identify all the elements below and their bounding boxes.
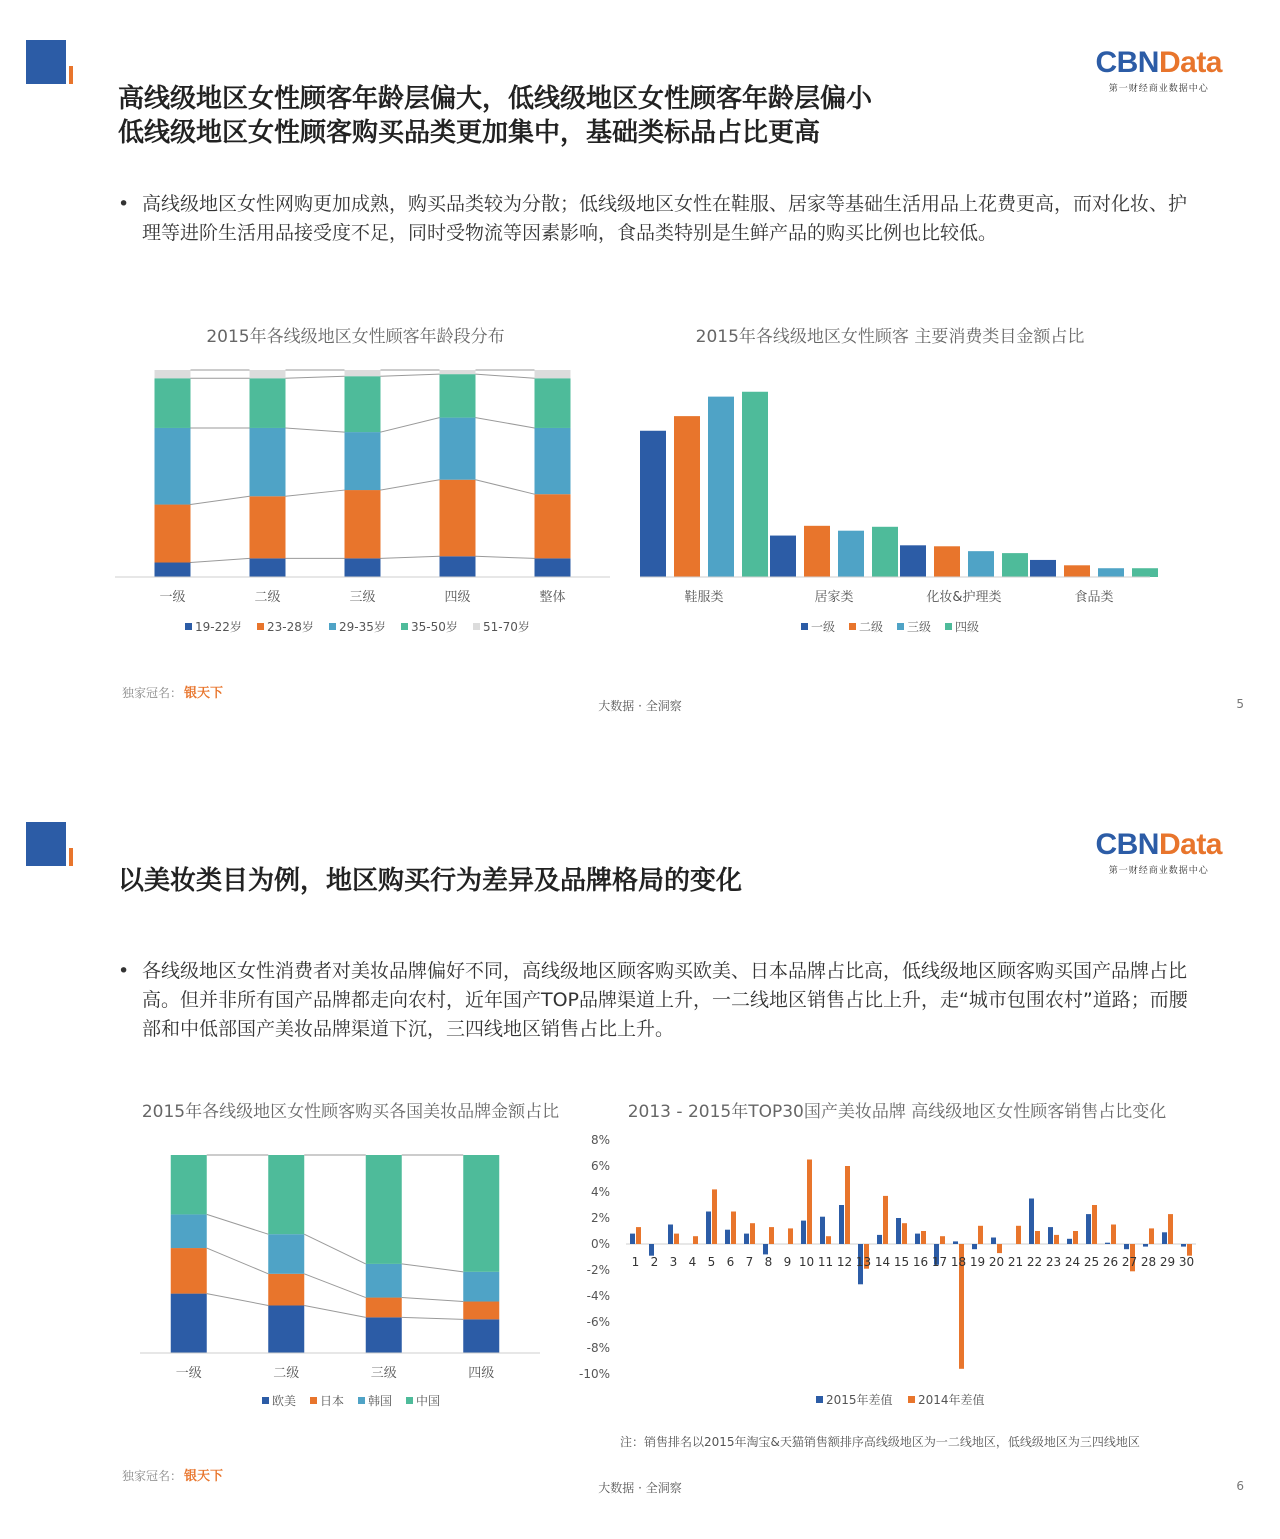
bar-2015年差值-15: [896, 1218, 901, 1244]
bar-51-70岁-整体: [535, 370, 571, 378]
sponsor: 独家冠名： 银天下: [122, 1469, 224, 1484]
bullet-paragraph: • 各线级地区女性消费者对美妆品牌偏好不同，高线级地区顾客购买欧美、日本品牌占比高，低线级地区顾客购买国产品牌占比高。但并非所有国产品牌都走向农村，近年国产TOP品牌渠道上升，一二线地区销售占比上升，走“城市包围农村”道路；而腰部和中低部国产美妆品牌渠道下沉，三四线地区销售占比上升。: [118, 957, 1198, 1044]
bar-韩国-一级: [171, 1214, 207, 1248]
footnote: 注：销售排名以2015年淘宝&天猫销售额排序高线级地区为一二线地区，低线级地区为三四线地区: [620, 1435, 1140, 1449]
x-tick-label: 19: [969, 1255, 986, 1269]
page-title: 以美妆类目为例，地区购买行为差异及品牌格局的变化: [118, 866, 743, 896]
bar-2014年差值-12: [845, 1166, 850, 1244]
bar-2014年差值-24: [1073, 1231, 1078, 1244]
x-tick-label: 4: [688, 1255, 697, 1269]
y-tick-label: 8%: [590, 1133, 610, 1147]
bar-欧美-一级: [171, 1294, 207, 1353]
x-tick-label: 16: [912, 1255, 929, 1269]
x-tick-label: 化妆&护理类: [926, 590, 1002, 605]
x-tick-label: 14: [874, 1255, 891, 1269]
connector-line-2-3: [381, 480, 440, 490]
x-tick-label: 三级: [349, 590, 376, 605]
bar-2014年差值-4: [693, 1236, 698, 1244]
x-tick-label: 1: [631, 1255, 640, 1269]
bar-29-35岁-二级: [250, 428, 286, 496]
x-tick-label: 22: [1026, 1255, 1043, 1269]
bar-韩国-三级: [366, 1264, 402, 1298]
bar-51-70岁-一级: [155, 370, 191, 378]
bar-2015年差值-16: [915, 1234, 920, 1244]
bar-一级-鞋服类: [640, 431, 666, 577]
bar-2014年差值-25: [1092, 1205, 1097, 1244]
cbndata-logo: CBNData 第一财经商业数据中心: [1095, 828, 1222, 876]
x-tick-label: 23: [1045, 1255, 1062, 1269]
connector-line-2-2: [286, 490, 345, 496]
bar-29-35岁-三级: [345, 432, 381, 490]
connector-line-4-2: [286, 376, 345, 378]
x-tick-label: 居家类: [814, 590, 854, 605]
legend-swatch-2: [257, 623, 264, 630]
connector-line-2-1: [207, 1248, 269, 1274]
bar-三级-鞋服类: [708, 397, 734, 577]
bar-2014年差值-11: [826, 1236, 831, 1244]
bar-2015年差值-5: [706, 1212, 711, 1245]
bar-日本-三级: [366, 1298, 402, 1318]
chart-title-category: 2015年各线级地区女性顾客 主要消费类目金额占比: [695, 327, 1085, 347]
bar-2015年差值-3: [668, 1225, 673, 1245]
bar-19-22岁-三级: [345, 558, 381, 577]
y-tick-label: 0%: [590, 1237, 610, 1251]
bar-一级-化妆&护理类: [900, 545, 926, 577]
bar-19-22岁-四级: [440, 556, 476, 577]
connector-line-3-1: [207, 1214, 269, 1234]
x-tick-label: 27: [1121, 1255, 1138, 1269]
legend-swatch-4: [401, 623, 408, 630]
bar-2014年差值-23: [1054, 1235, 1059, 1244]
x-tick-label: 20: [988, 1255, 1005, 1269]
legend-swatch-4: [945, 623, 952, 630]
x-tick-label: 9: [783, 1255, 792, 1269]
page-number: 5: [1236, 697, 1244, 711]
legend-label-1: 2015年差值: [826, 1393, 893, 1407]
legend-label-2: 2014年差值: [918, 1393, 985, 1407]
bar-29-35岁-四级: [440, 418, 476, 480]
x-tick-label: 鞋服类: [684, 590, 724, 605]
bar-51-70岁-四级: [440, 370, 476, 374]
x-tick-label: 6: [726, 1255, 735, 1269]
legend-label-1: 一级: [811, 620, 836, 634]
slide-6: [0, 782, 1280, 1539]
bar-日本-二级: [268, 1274, 304, 1306]
connector-line-2-4: [476, 480, 535, 494]
bar-2014年差值-5: [712, 1189, 717, 1244]
bullet-paragraph: • 高线级地区女性网购更加成熟，购买品类较为分散；低线级地区女性在鞋服、居家等基础生活用品上花费更高，而对化妆、护理等进阶生活用品接受度不足，同时受物流等因素影响，食品类特别是生鲜产品的购买比例也比较低。: [118, 190, 1198, 248]
legend-swatch-1: [801, 623, 808, 630]
bar-日本-四级: [463, 1302, 499, 1320]
bar-2015年差值-1: [630, 1234, 635, 1244]
cbndata-subtitle: 第一财经商业数据中心: [1108, 866, 1209, 876]
bar-2014年差值-1: [636, 1227, 641, 1244]
y-tick-label: 4%: [590, 1185, 610, 1199]
bar-二级-化妆&护理类: [934, 546, 960, 577]
bar-23-28岁-一级: [155, 505, 191, 563]
y-tick-label: -8%: [586, 1341, 610, 1355]
x-tick-label: 四级: [468, 1366, 495, 1381]
bar-欧美-四级: [463, 1319, 499, 1353]
connector-line-1-1: [191, 558, 250, 562]
bar-2015年差值-28: [1143, 1244, 1148, 1247]
x-tick-label: 26: [1102, 1255, 1119, 1269]
sponsor-logo: 银天下: [184, 1469, 224, 1484]
legend-swatch-1: [816, 1396, 823, 1403]
legend-label-4: 35-50岁: [411, 620, 458, 634]
chart-title-age: 2015年各线级地区女性顾客年龄段分布: [206, 327, 505, 347]
bar-2015年差值-12: [839, 1205, 844, 1244]
bar-2015年差值-26: [1105, 1243, 1110, 1244]
bar-2015年差值-10: [801, 1221, 806, 1244]
bar-欧美-三级: [366, 1317, 402, 1353]
legend-swatch-2: [908, 1396, 915, 1403]
y-tick-label: -10%: [578, 1367, 610, 1381]
connector-line-3-3: [381, 418, 440, 432]
legend-label-4: 四级: [955, 620, 980, 634]
connector-line-3-2: [304, 1234, 366, 1264]
x-tick-label: 二级: [254, 590, 281, 605]
bar-二级-食品类: [1064, 565, 1090, 577]
bar-2014年差值-28: [1149, 1228, 1154, 1244]
bar-韩国-二级: [268, 1234, 304, 1274]
x-tick-label: 15: [893, 1255, 910, 1269]
connector-line-3-3: [402, 1264, 464, 1272]
y-tick-label: -4%: [586, 1289, 610, 1303]
y-tick-label: -2%: [586, 1263, 610, 1277]
bar-2015年差值-2: [649, 1244, 654, 1256]
bar-2015年差值-8: [763, 1244, 768, 1254]
brand-origin-chart: [140, 1137, 560, 1437]
x-tick-label: 整体: [539, 590, 566, 605]
x-tick-label: 12: [836, 1255, 853, 1269]
chart-title-top30: 2013 - 2015年TOP30国产美妆品牌 高线级地区女性顾客销售占比变化: [627, 1102, 1167, 1122]
bar-2014年差值-19: [978, 1226, 983, 1244]
cbndata-logo: CBNData 第一财经商业数据中心: [1095, 46, 1222, 94]
bar-四级-鞋服类: [742, 392, 768, 577]
bar-2014年差值-9: [788, 1228, 793, 1244]
chart-title-origin: 2015年各线级地区女性顾客购买各国美妆品牌金额占比: [141, 1102, 560, 1122]
connector-line-1-3: [381, 556, 440, 558]
bar-19-22岁-一级: [155, 563, 191, 577]
x-tick-label: 四级: [444, 590, 471, 605]
bar-2015年差值-25: [1086, 1214, 1091, 1244]
age-distribution-chart: [110, 355, 610, 655]
x-tick-label: 28: [1140, 1255, 1157, 1269]
connector-line-4-4: [476, 374, 535, 378]
bar-2014年差值-6: [731, 1212, 736, 1245]
legend-swatch-3: [897, 623, 904, 630]
bar-2015年差值-7: [744, 1234, 749, 1244]
bar-2014年差值-21: [1016, 1226, 1021, 1244]
legend-swatch-2: [310, 1397, 317, 1404]
y-tick-label: 6%: [590, 1159, 610, 1173]
legend-label-1: 欧美: [272, 1394, 297, 1408]
legend-swatch-2: [849, 623, 856, 630]
connector-line-1-1: [207, 1294, 269, 1306]
bar-19-22岁-二级: [250, 558, 286, 577]
page-title: [118, 82, 872, 150]
x-tick-label: 7: [745, 1255, 754, 1269]
bar-2015年差值-24: [1067, 1239, 1072, 1244]
x-tick-label: 24: [1064, 1255, 1081, 1269]
bar-2014年差值-30: [1187, 1244, 1192, 1256]
footer-tagline: 大数据 · 全洞察: [598, 1481, 682, 1495]
bar-2015年差值-30: [1181, 1244, 1186, 1247]
bar-35-50岁-二级: [250, 378, 286, 428]
footer-tagline: 大数据 · 全洞察: [598, 699, 682, 713]
connector-line-4-3: [381, 374, 440, 376]
legend-label-1: 19-22岁: [195, 620, 242, 634]
bar-韩国-四级: [463, 1272, 499, 1302]
legend-swatch-4: [406, 1397, 413, 1404]
bar-51-70岁-二级: [250, 370, 286, 378]
x-tick-label: 二级: [273, 1366, 300, 1381]
sponsor: 独家冠名： 银天下: [122, 686, 224, 701]
bar-二级-鞋服类: [674, 416, 700, 577]
bar-29-35岁-整体: [535, 428, 571, 494]
legend-swatch-1: [262, 1397, 269, 1404]
connector-line-3-4: [476, 418, 535, 428]
bar-2015年差值-27: [1124, 1244, 1129, 1249]
x-tick-label: 25: [1083, 1255, 1100, 1269]
x-tick-label: 三级: [370, 1366, 397, 1381]
connector-line-2-1: [191, 496, 250, 504]
x-tick-label: 30: [1178, 1255, 1195, 1269]
connector-line-1-3: [402, 1317, 464, 1319]
bar-2014年差值-17: [940, 1236, 945, 1244]
title-line-1: 高线级地区女性顾客年龄层偏大，低线级地区女性顾客年龄层偏小: [118, 84, 873, 114]
bar-中国-二级: [268, 1155, 304, 1234]
x-tick-label: 一级: [159, 590, 186, 605]
bar-2014年差值-8: [769, 1227, 774, 1244]
corner-logo-mark: [26, 40, 74, 84]
bar-三级-居家类: [838, 531, 864, 577]
corner-logo-mark: [26, 822, 74, 866]
bar-四级-化妆&护理类: [1002, 553, 1028, 577]
x-tick-label: 10: [798, 1255, 815, 1269]
bar-35-50岁-四级: [440, 374, 476, 417]
bar-2014年差值-16: [921, 1231, 926, 1244]
bar-35-50岁-三级: [345, 376, 381, 432]
bar-二级-居家类: [804, 526, 830, 577]
x-tick-label: 13: [855, 1255, 872, 1269]
bar-2014年差值-15: [902, 1223, 907, 1244]
bar-2014年差值-7: [750, 1223, 755, 1244]
bar-欧美-二级: [268, 1305, 304, 1353]
bar-2015年差值-22: [1029, 1199, 1034, 1245]
connector-line-2-2: [304, 1274, 366, 1298]
bar-23-28岁-二级: [250, 496, 286, 558]
x-tick-label: 18: [950, 1255, 967, 1269]
bar-2015年差值-19: [972, 1244, 977, 1249]
bar-中国-三级: [366, 1155, 402, 1264]
bar-日本-一级: [171, 1248, 207, 1294]
bar-2015年差值-14: [877, 1235, 882, 1244]
bar-35-50岁-整体: [535, 378, 571, 428]
legend-swatch-3: [329, 623, 336, 630]
x-tick-label: 一级: [175, 1366, 202, 1381]
y-tick-label: 2%: [590, 1211, 610, 1225]
x-tick-label: 5: [707, 1255, 716, 1269]
x-tick-label: 17: [931, 1255, 948, 1269]
page-number: 6: [1236, 1479, 1244, 1493]
bar-四级-居家类: [872, 527, 898, 577]
slide-5: [0, 0, 1280, 757]
top30-change-chart: [578, 1122, 1198, 1422]
bar-2014年差值-22: [1035, 1231, 1040, 1244]
bar-51-70岁-三级: [345, 370, 381, 376]
bar-2015年差值-6: [725, 1230, 730, 1244]
bullet-dot-icon: •: [118, 960, 130, 982]
cbndata-subtitle: 第一财经商业数据中心: [1108, 84, 1209, 94]
bar-23-28岁-四级: [440, 480, 476, 557]
bar-四级-食品类: [1132, 568, 1158, 577]
legend-label-2: 23-28岁: [267, 620, 314, 634]
bar-23-28岁-三级: [345, 490, 381, 558]
bar-2015年差值-29: [1162, 1232, 1167, 1244]
bar-29-35岁-一级: [155, 428, 191, 505]
bullet-dot-icon: •: [118, 193, 130, 215]
x-tick-label: 2: [650, 1255, 659, 1269]
bar-三级-食品类: [1098, 568, 1124, 577]
legend-label-2: 二级: [859, 620, 884, 634]
connector-line-1-4: [476, 556, 535, 558]
legend-label-4: 中国: [416, 1394, 441, 1408]
bar-2015年差值-11: [820, 1217, 825, 1244]
sponsor-logo: 银天下: [184, 686, 224, 701]
category-spend-chart: [625, 355, 1165, 655]
legend-label-5: 51-70岁: [483, 620, 530, 634]
legend-label-3: 三级: [907, 620, 932, 634]
bar-2014年差值-14: [883, 1196, 888, 1244]
legend-label-2: 日本: [320, 1394, 345, 1408]
legend-swatch-1: [185, 623, 192, 630]
bar-中国-四级: [463, 1155, 499, 1272]
x-tick-label: 食品类: [1074, 590, 1114, 605]
connector-line-2-3: [402, 1298, 464, 1302]
legend-label-3: 29-35岁: [339, 620, 386, 634]
bar-23-28岁-整体: [535, 494, 571, 558]
bar-2014年差值-20: [997, 1244, 1002, 1253]
x-tick-label: 29: [1159, 1255, 1176, 1269]
bar-2015年差值-20: [991, 1238, 996, 1245]
bar-19-22岁-整体: [535, 558, 571, 577]
bar-一级-食品类: [1030, 560, 1056, 577]
bar-三级-化妆&护理类: [968, 551, 994, 577]
bar-2014年差值-26: [1111, 1225, 1116, 1245]
connector-line-3-2: [286, 428, 345, 432]
bar-2015年差值-18: [953, 1241, 958, 1244]
bar-35-50岁-一级: [155, 378, 191, 428]
x-tick-label: 8: [764, 1255, 773, 1269]
title-line-2: 低线级地区女性顾客购买品类更加集中，基础类标品占比更高: [118, 118, 821, 148]
bar-中国-一级: [171, 1155, 207, 1214]
legend-swatch-3: [358, 1397, 365, 1404]
bar-2014年差值-3: [674, 1234, 679, 1244]
connector-line-1-2: [304, 1305, 366, 1317]
legend-swatch-5: [473, 623, 480, 630]
y-tick-label: -6%: [586, 1315, 610, 1329]
bar-2014年差值-10: [807, 1160, 812, 1245]
bar-2015年差值-23: [1048, 1227, 1053, 1244]
x-tick-label: 3: [669, 1255, 678, 1269]
bar-2014年差值-29: [1168, 1214, 1173, 1244]
legend-label-3: 韩国: [368, 1394, 393, 1408]
x-tick-label: 21: [1007, 1255, 1024, 1269]
x-tick-label: 11: [817, 1255, 834, 1269]
bar-一级-居家类: [770, 536, 796, 577]
